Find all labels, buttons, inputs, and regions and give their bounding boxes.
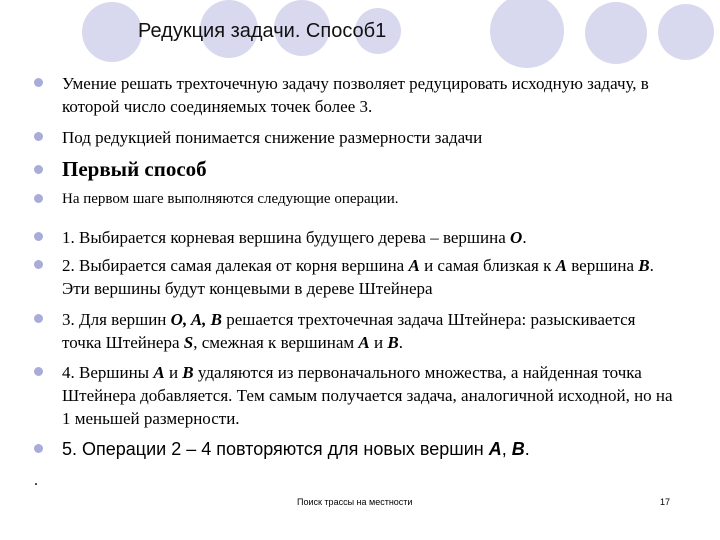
bullet-text (62, 126, 674, 149)
bullet-icon (34, 260, 43, 269)
bullet-icon (34, 78, 43, 87)
variable-label: O, A, B (170, 310, 222, 329)
text-fragment: . Эти вершины будут концевыми в дереве Штейнера (62, 256, 654, 298)
variable-label: B (387, 333, 399, 352)
variable-label: A (153, 363, 165, 382)
step-text (62, 361, 674, 430)
variable-label: B (511, 439, 525, 459)
footer-title: Поиск трассы на местности (297, 497, 413, 507)
text-fragment: Под редукцией понимается снижение размерности задачи (62, 128, 483, 147)
bullet-item (34, 254, 674, 300)
decor-circle (658, 4, 714, 60)
page-number: 17 (660, 497, 671, 507)
text-fragment: Первый способ (62, 157, 207, 181)
bullet-icon (34, 165, 43, 174)
section-heading (62, 156, 674, 182)
bullet-item (34, 72, 674, 118)
bullet-icon (34, 444, 43, 453)
text-fragment: , смежная к вершинам (193, 333, 359, 352)
bullet-text (62, 188, 674, 211)
variable-label: A (358, 333, 370, 352)
text-fragment: 4. Вершины (62, 363, 154, 382)
step-text (62, 438, 674, 461)
decor-circle (490, 0, 564, 68)
text-fragment: вершина (566, 256, 639, 275)
variable-label: B (638, 256, 650, 275)
text-fragment: . (524, 439, 530, 459)
variable-label: B (182, 363, 194, 382)
text-fragment: Умение решать трехточечную задачу позволяет редуцировать исходную задачу, в которой число соединяемых точек более 3. (62, 74, 649, 116)
bullet-item (34, 308, 674, 354)
text-fragment: . (398, 333, 403, 352)
bullet-item (34, 188, 674, 211)
bullet-icon (34, 132, 43, 141)
text-fragment: . (522, 228, 527, 247)
text-fragment: и (369, 333, 388, 352)
step-text (62, 254, 674, 300)
bullet-item (34, 361, 674, 430)
text-fragment: 5. Операции 2 – 4 повторяются для новых вершин (62, 439, 489, 459)
text-fragment: решается трехточечная задача Штейнера: разыскивается точка Штейнера (62, 310, 636, 352)
bullet-item (34, 126, 674, 149)
bullet-item (34, 438, 674, 461)
decor-circle (82, 2, 142, 62)
bullet-item (34, 226, 674, 249)
variable-label: S (183, 333, 194, 352)
bullet-icon (34, 314, 43, 323)
bullet-icon (34, 194, 43, 203)
text-fragment: 2. Выбирается самая далекая от корня вершина (62, 256, 409, 275)
text-fragment: , (501, 439, 512, 459)
text-fragment: и (164, 363, 183, 382)
text-fragment: 1. Выбирается корневая вершина будущего дерева – вершина (62, 228, 511, 247)
step-text (62, 308, 674, 354)
variable-label: A (408, 256, 420, 275)
text-fragment: 3. Для вершин (62, 310, 171, 329)
variable-label: A (555, 256, 567, 275)
text-fragment: удаляются из первоначального множества, а найденная точка Штейнера добавляется. Тем самым получается задача, аналогичной исходной, но на 1 меньшей размерности. (62, 363, 673, 428)
bullet-icon (34, 367, 43, 376)
bullet-item (34, 156, 674, 182)
variable-label: O (510, 228, 523, 247)
decor-circle (585, 2, 647, 64)
bullet-icon (34, 232, 43, 241)
slide-title: Редукция задачи. Способ1 (138, 20, 387, 42)
bullet-text (62, 72, 674, 118)
step-text (62, 226, 674, 249)
variable-label: A (488, 439, 502, 459)
text-fragment: На первом шаге выполняются следующие операции. (62, 191, 399, 207)
text-fragment: и самая близкая к (419, 256, 556, 275)
stray-mark: . (34, 472, 38, 489)
